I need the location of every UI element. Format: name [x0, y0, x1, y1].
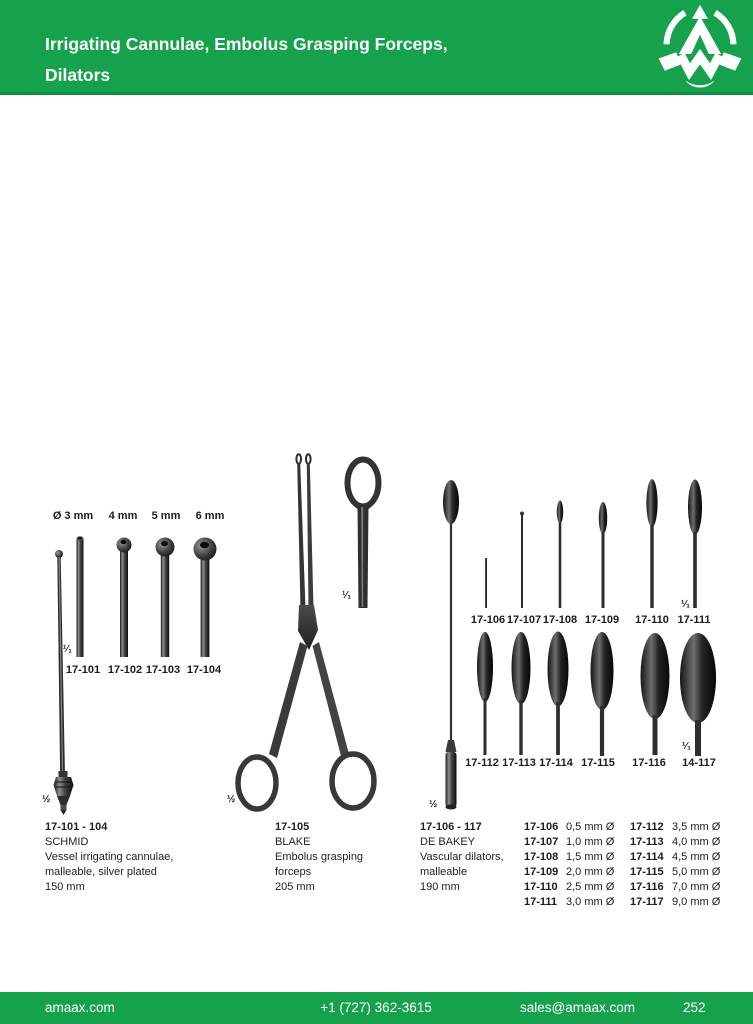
page-title-line1: Irrigating Cannulae, Embolus Grasping Forceps, — [45, 34, 448, 54]
size-value: 3,0 mm Ø — [566, 896, 615, 908]
size-code: 17-107 — [524, 836, 559, 848]
size-code: 17-108 — [524, 851, 559, 863]
amaax-logo-icon — [655, 3, 745, 91]
size-value: 1,0 mm Ø — [566, 836, 615, 848]
product-name: BLAKE — [275, 836, 311, 848]
size-code: 17-116 — [630, 881, 664, 893]
dilator-tip-115 — [591, 632, 614, 756]
size-code: 17-109 — [524, 866, 559, 878]
dilator-code-label: 17-113 — [502, 757, 536, 769]
size-value: 1,5 mm Ø — [566, 851, 615, 863]
size-row — [524, 820, 614, 835]
scale-marker-full: ½ — [227, 794, 236, 805]
cannula-code-label: 17-102 — [107, 664, 143, 676]
dilator-tip-112 — [477, 632, 493, 755]
dilator-tip-116 — [641, 633, 670, 755]
product-detail: malleable — [420, 866, 468, 878]
size-value: 4,0 mm Ø — [672, 836, 721, 848]
dilator-code-label: 17-114 — [539, 757, 573, 769]
size-row — [524, 850, 614, 865]
size-value: 4,5 mm Ø — [672, 851, 721, 863]
cannula-code-label: 17-104 — [186, 664, 222, 676]
scale-marker-full: ½ — [42, 794, 51, 805]
product-code: 17-105 — [275, 821, 310, 833]
dilators-description — [420, 820, 504, 895]
cannula-diameter-label: 6 mm — [195, 510, 225, 522]
product-length: 190 mm — [420, 881, 460, 893]
size-code: 17-115 — [630, 866, 664, 878]
size-row — [630, 895, 720, 910]
scale-marker-detail: ¹⁄₁ — [63, 644, 73, 655]
size-value: 5,0 mm Ø — [672, 866, 721, 878]
footer-email: sales@amaax.com — [520, 1000, 635, 1015]
size-code: 17-117 — [630, 896, 664, 908]
size-code: 17-112 — [630, 821, 664, 833]
cannula-diameter-label: 5 mm — [151, 510, 181, 522]
forceps-description — [275, 820, 363, 895]
product-range: 17-106 - 117 — [420, 821, 482, 833]
dilator-code-label: 17-111 — [677, 614, 711, 626]
size-code: 17-113 — [630, 836, 664, 848]
footer-website: amaax.com — [45, 1000, 115, 1015]
cannula-full-view — [54, 550, 74, 815]
footer-phone: +1 (727) 362-3615 — [320, 1000, 432, 1015]
footer-page-number: 252 — [683, 1000, 706, 1015]
size-code: 17-114 — [630, 851, 664, 863]
cannula-diameter-label: Ø 3 mm — [52, 510, 94, 522]
product-detail: Embolus grasping — [275, 851, 364, 863]
page-title — [45, 29, 448, 91]
forceps-full-view — [238, 454, 374, 809]
product-length: 205 mm — [275, 881, 315, 893]
dilator-size-table-col1 — [524, 820, 614, 910]
forceps-illustration — [225, 450, 400, 815]
cannula-tip-4mm — [117, 538, 132, 658]
dilator-code-label: 17-108 — [542, 614, 578, 626]
size-value: 7,0 mm Ø — [672, 881, 721, 893]
dilator-code-label: 17-110 — [635, 614, 669, 626]
dilator-tip-117 — [680, 633, 716, 756]
size-value: 2,0 mm Ø — [566, 866, 615, 878]
size-code: 17-110 — [524, 881, 558, 893]
dilator-code-label: 17-109 — [584, 614, 620, 626]
product-name: DE BAKEY — [420, 836, 476, 848]
product-name: SCHMID — [45, 836, 89, 848]
size-row — [630, 865, 720, 880]
dilator-full-view — [443, 480, 459, 810]
cannula-tip-6mm — [194, 538, 217, 658]
dilator-tip-107 — [520, 512, 524, 609]
scale-marker-detail: ¹⁄₁ — [682, 741, 692, 752]
size-row — [524, 865, 614, 880]
page-header — [0, 0, 753, 95]
dilator-tip-108 — [557, 501, 563, 609]
dilator-code-label: 17-116 — [632, 757, 666, 769]
size-value: 0,5 mm Ø — [566, 821, 615, 833]
dilator-tip-106 — [485, 558, 487, 608]
forceps-tip-detail — [348, 460, 379, 609]
scale-marker-detail: ¹⁄₁ — [342, 590, 352, 601]
dilator-code-label: 17-112 — [465, 757, 499, 769]
scale-marker-full: ½ — [429, 799, 438, 810]
product-detail: Vessel irrigating cannulae, — [45, 851, 174, 863]
scale-marker-detail: ¹⁄₁ — [681, 599, 691, 610]
product-range: 17-101 - 104 — [45, 821, 108, 833]
size-code: 17-106 — [524, 821, 559, 833]
size-row — [630, 835, 720, 850]
product-detail: Vascular dilators, — [420, 851, 504, 863]
size-code: 17-111 — [524, 896, 558, 908]
cannula-code-label: 17-101 — [65, 664, 101, 676]
size-value: 2,5 mm Ø — [566, 881, 615, 893]
dilator-code-label: 17-115 — [581, 757, 615, 769]
dilator-tip-114 — [548, 632, 569, 756]
size-value: 3,5 mm Ø — [672, 821, 721, 833]
dilator-code-label: 17-106 — [470, 614, 506, 626]
size-row — [524, 835, 614, 850]
dilator-code-label: 17-107 — [506, 614, 542, 626]
page-footer — [0, 992, 753, 1024]
dilator-size-table-col2 — [630, 820, 720, 910]
size-row — [524, 895, 614, 910]
dilator-tip-113 — [512, 632, 531, 755]
size-row — [630, 850, 720, 865]
dilator-tip-110 — [646, 479, 657, 608]
dilator-tip-111 — [688, 480, 702, 609]
cannulae-description — [45, 820, 173, 895]
size-row — [630, 820, 720, 835]
dilator-tip-109 — [599, 502, 607, 608]
size-value: 9,0 mm Ø — [672, 896, 721, 908]
product-length: 150 mm — [45, 881, 85, 893]
cannula-code-label: 17-103 — [145, 664, 181, 676]
product-detail: malleable, silver plated — [45, 866, 157, 878]
cannula-tip-3mm — [77, 536, 84, 657]
cannula-diameter-label: 4 mm — [108, 510, 138, 522]
size-row — [524, 880, 614, 895]
size-row — [630, 880, 720, 895]
cannulae-illustration — [30, 505, 230, 815]
page-title-line2: Dilators — [45, 65, 111, 85]
dilator-code-label: 14-117 — [682, 757, 716, 769]
product-detail: forceps — [275, 866, 312, 878]
cannula-tip-5mm — [156, 538, 175, 658]
